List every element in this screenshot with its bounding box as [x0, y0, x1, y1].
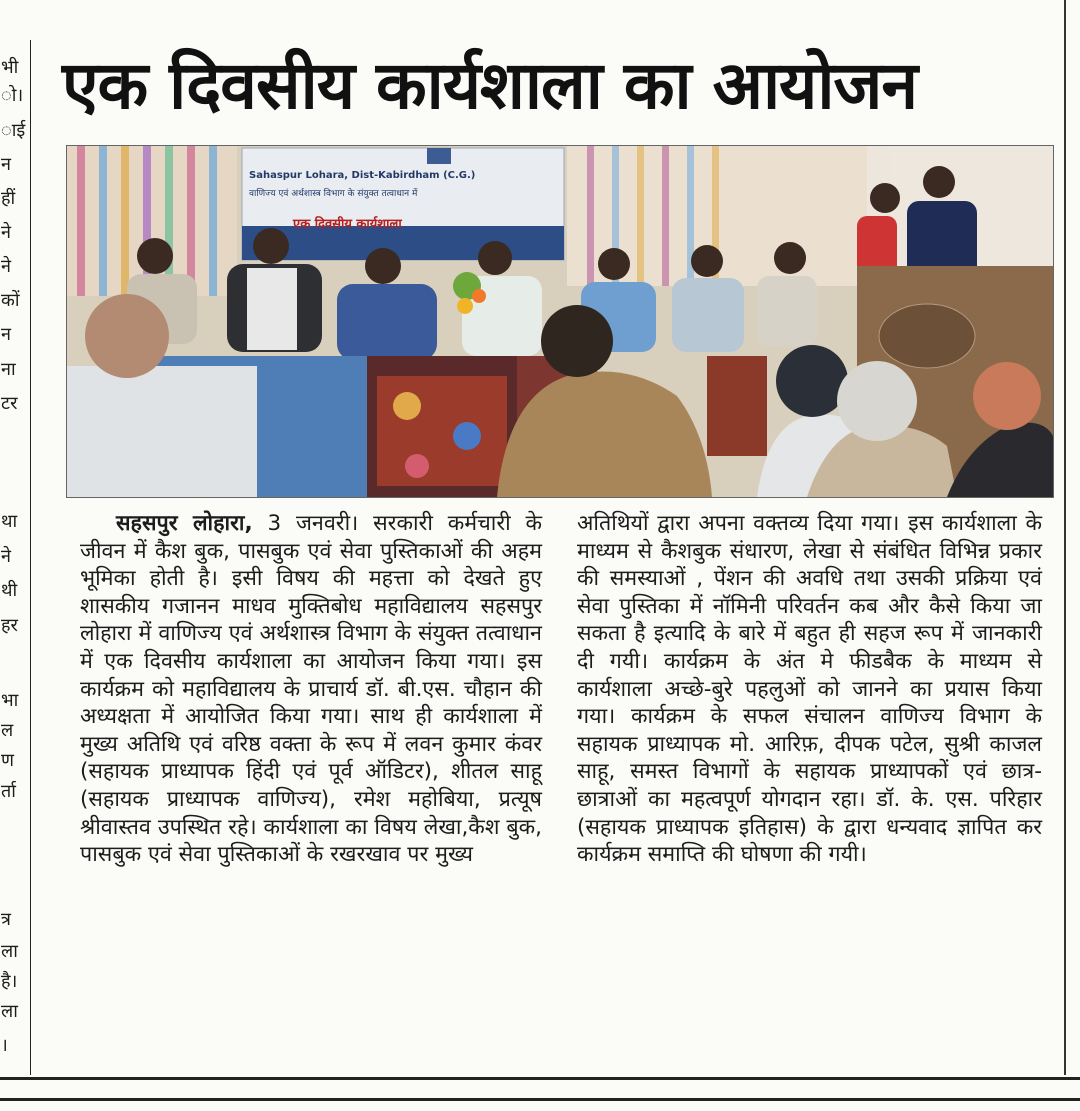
article-body-1: सरकारी कर्मचारी के जीवन में कैश बुक, पासबुक एवं सेवा पुस्तिकाओं की अहम भूमिका होती है। इसी विषय की महत्ता को देखते हुए शासकीय गजानन माधव मुक्तिबोध महाविद्यालय सहसपुर लोहारा में वाणिज्य एवं अर्थशास्त्र विभाग के संयुक्त तत्वाधान में एक दिवसीय कार्यशाला का आयोजन किया गया। इस कार्यक्रम को महाविद्यालय के प्राचार्य डॉ. बी.एस. चौहान की अध्यक्षता में आयोजित किया गया। साथ ही कार्यशाला में मुख्य अतिथि एवं वरिष्ठ वक्ता के रूप में लवन कुमार कंवर (सहायक प्राध्यापक हिंदी एवं पूर्व ऑडिटर), शीतल साहू (सहायक प्राध्यापक वाणिज्य), रमेश महोबिया, प्रत्यूष श्रीवास्तव उपस्थित रहे। कार्यशाला का विषय लेखा,कैश बुक, पासबुक एवं सेवा पुस्तिकाओं के रखरखाव पर मुख्य [80, 511, 543, 868]
adjacent-fragment: र्ता [1, 781, 16, 802]
adjacent-fragment: ो। [1, 85, 24, 106]
news-photo [66, 145, 1054, 498]
article-date: 3 जनवरी। [267, 511, 359, 536]
adjacent-fragment: टर [1, 393, 18, 414]
adjacent-fragment: न [1, 154, 11, 175]
headline: एक दिवसीय कार्यशाला का आयोजन [62, 47, 918, 124]
adjacent-fragment: ल [1, 720, 14, 741]
banner-line1: Sahaspur Lohara, Dist-Kabirdham (C.G.) [249, 170, 476, 181]
adjacent-fragment: थी [1, 580, 18, 601]
adjacent-fragment: ने [1, 256, 11, 277]
adjacent-fragment: कों [1, 290, 20, 311]
article-column-1 [80, 510, 542, 869]
adjacent-fragment: हीं [1, 188, 16, 209]
banner-title: एक दिवसीय कार्यशाला [293, 217, 402, 232]
adjacent-fragment: था [1, 511, 18, 532]
adjacent-fragment: ना [1, 359, 16, 380]
adjacent-fragment: ने [1, 546, 11, 567]
adjacent-fragment: ाई [1, 120, 26, 141]
article-column-2 [577, 510, 1042, 869]
article-paragraph-1 [80, 510, 542, 869]
adjacent-fragment: न [1, 324, 11, 345]
adjacent-fragment: है। [1, 971, 18, 992]
adjacent-fragment: त्र [1, 909, 11, 930]
adjacent-column-strip [0, 40, 31, 1075]
banner-line2: वाणिज्य एवं अर्थशास्त्र विभाग के संयुक्त तत्वाधान में [249, 189, 418, 199]
adjacent-fragment: हर [1, 615, 18, 636]
page-bottom-rule [0, 1098, 1080, 1101]
adjacent-fragment: । [1, 1035, 8, 1056]
column-divider [1064, 0, 1066, 1075]
article-paragraph-2: अतिथियों द्वारा अपना वक्तव्य दिया गया। इस कार्यशाला के माध्यम से कैशबुक संधारण, लेखा से संबंधित विभिन्न प्रकार की समस्याओं , पेंशन की अवधि तथा उसकी प्रक्रिया एवं सेवा पुस्तिका में नॉमिनी परिवर्तन कब और कैसे किया जा सकता है इत्यादि के बारे में बहुत ही सहज रूप में जानकारी दी गयी। कार्यक्रम के अंत मे फीडबैक के माध्यम से कार्यशाला अच्छे-बुरे पहलुओं को जानने का प्रयास किया गया। कार्यक्रम के सफल संचालन वाणिज्य विभाग के सहायक प्राध्यापक मो. आरिफ़, दीपक पटेल, सुश्री काजल साहू, समस्त विभागों के सहायक प्राध्यापकों एवं छात्र-छात्राओं का महत्वपूर्ण योगदान रहा। डॉ. के. एस. परिहार (सहायक प्राध्यापक इतिहास) के द्वारा धन्यवाद ज्ञापित कर कार्यक्रम समाप्ति की घोषणा की गयी। [577, 511, 1042, 868]
adjacent-fragment: ला [1, 941, 18, 962]
adjacent-fragment: भी [1, 57, 19, 78]
page-bottom-rule [0, 1077, 1080, 1080]
adjacent-fragment: ने [1, 222, 11, 243]
dateline: सहसपुर लोहारा, [116, 511, 253, 536]
adjacent-fragment: भा [1, 690, 19, 711]
adjacent-fragment: ण [1, 750, 15, 771]
adjacent-fragment: ला [1, 1001, 18, 1022]
